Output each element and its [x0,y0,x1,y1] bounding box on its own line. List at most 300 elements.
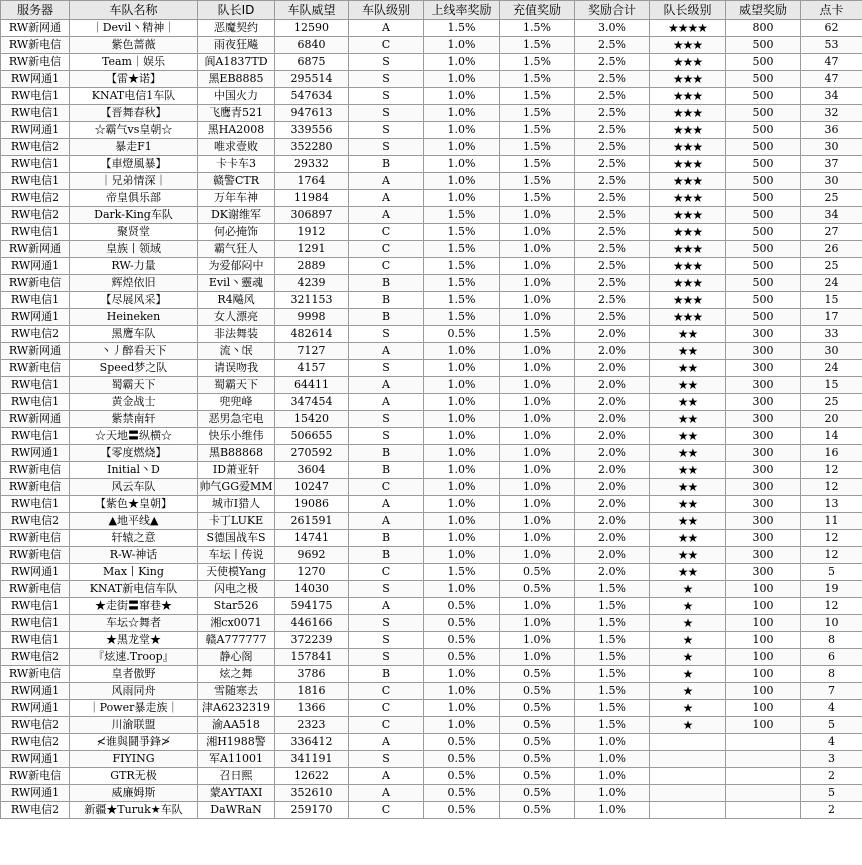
prestige-reward-cell[interactable] [726,734,801,751]
prestige-reward-cell[interactable]: 300 [726,530,801,547]
prestige-cell[interactable]: 506655 [275,428,349,445]
server-cell[interactable]: RW网通1 [1,751,70,768]
header-level[interactable]: 车队级别 [349,1,424,20]
team-level-cell[interactable]: S [349,122,424,139]
team-level-cell[interactable]: S [349,360,424,377]
table-row[interactable] [1,513,862,530]
likes-cell[interactable]: 12 [801,547,862,564]
total-reward-cell[interactable]: 2.0% [575,326,650,343]
prestige-cell[interactable]: 2889 [275,258,349,275]
table-row[interactable] [1,394,862,411]
team-name-cell[interactable]: 【尽展风采】 [70,292,198,309]
captain-id-cell[interactable]: 恶男急宅电 [198,411,275,428]
team-name-cell[interactable]: 皇族丨领域 [70,241,198,258]
online-reward-cell[interactable]: 1.0% [424,479,500,496]
team-name-cell[interactable]: RW-力量 [70,258,198,275]
prestige-reward-cell[interactable]: 300 [726,377,801,394]
charge-reward-cell[interactable]: 1.5% [500,173,575,190]
likes-cell[interactable]: 25 [801,190,862,207]
likes-cell[interactable]: 16 [801,445,862,462]
prestige-reward-cell[interactable]: 500 [726,241,801,258]
captain-id-cell[interactable]: 湘H1988警 [198,734,275,751]
server-cell[interactable]: RW网通1 [1,700,70,717]
team-name-cell[interactable]: 黑鹰车队 [70,326,198,343]
prestige-cell[interactable]: 347454 [275,394,349,411]
table-row[interactable] [1,666,862,683]
likes-cell[interactable]: 2 [801,768,862,785]
online-reward-cell[interactable]: 0.5% [424,649,500,666]
total-reward-cell[interactable]: 1.0% [575,785,650,802]
online-reward-cell[interactable]: 1.0% [424,462,500,479]
captain-level-stars[interactable]: ★★★ [650,71,726,88]
likes-cell[interactable]: 14 [801,428,862,445]
team-level-cell[interactable]: A [349,377,424,394]
captain-level-stars[interactable]: ★★ [650,513,726,530]
team-name-cell[interactable]: 帝皇俱乐部 [70,190,198,207]
team-level-cell[interactable]: B [349,445,424,462]
online-reward-cell[interactable]: 1.5% [424,564,500,581]
table-row[interactable] [1,20,862,37]
team-name-cell[interactable]: Dark-King车队 [70,207,198,224]
captain-id-cell[interactable]: 阆A1837TD [198,54,275,71]
prestige-reward-cell[interactable]: 300 [726,564,801,581]
team-level-cell[interactable]: C [349,683,424,700]
prestige-cell[interactable]: 1816 [275,683,349,700]
likes-cell[interactable]: 4 [801,700,862,717]
captain-level-stars[interactable]: ★ [650,666,726,683]
captain-id-cell[interactable]: Star526 [198,598,275,615]
captain-level-stars[interactable]: ★★ [650,377,726,394]
captain-level-stars[interactable]: ★★ [650,547,726,564]
server-cell[interactable]: RW新电信 [1,530,70,547]
total-reward-cell[interactable]: 2.5% [575,241,650,258]
team-level-cell[interactable]: C [349,717,424,734]
online-reward-cell[interactable]: 1.0% [424,71,500,88]
prestige-reward-cell[interactable]: 100 [726,649,801,666]
prestige-reward-cell[interactable]: 300 [726,462,801,479]
prestige-cell[interactable]: 594175 [275,598,349,615]
team-name-cell[interactable]: ｜Devil丶精神｜ [70,20,198,37]
header-team[interactable]: 车队名称 [70,1,198,20]
online-reward-cell[interactable]: 1.5% [424,309,500,326]
table-row[interactable] [1,258,862,275]
captain-id-cell[interactable]: 恶魔契约 [198,20,275,37]
charge-reward-cell[interactable]: 1.0% [500,479,575,496]
table-row[interactable] [1,717,862,734]
prestige-cell[interactable]: 10247 [275,479,349,496]
captain-id-cell[interactable]: DaWRaN [198,802,275,819]
likes-cell[interactable]: 24 [801,360,862,377]
table-row[interactable] [1,445,862,462]
online-reward-cell[interactable]: 1.5% [424,224,500,241]
online-reward-cell[interactable]: 1.0% [424,530,500,547]
table-row[interactable] [1,224,862,241]
prestige-cell[interactable]: 12622 [275,768,349,785]
total-reward-cell[interactable]: 2.0% [575,411,650,428]
likes-cell[interactable]: 36 [801,122,862,139]
likes-cell[interactable]: 34 [801,207,862,224]
server-cell[interactable]: RW电信1 [1,292,70,309]
prestige-reward-cell[interactable] [726,785,801,802]
server-cell[interactable]: RW新电信 [1,462,70,479]
online-reward-cell[interactable]: 1.0% [424,428,500,445]
prestige-cell[interactable]: 3604 [275,462,349,479]
team-level-cell[interactable]: B [349,309,424,326]
online-reward-cell[interactable]: 0.5% [424,598,500,615]
charge-reward-cell[interactable]: 0.5% [500,564,575,581]
captain-level-stars[interactable]: ★ [650,649,726,666]
table-row[interactable] [1,292,862,309]
prestige-cell[interactable]: 482614 [275,326,349,343]
table-row[interactable] [1,751,862,768]
team-level-cell[interactable]: C [349,479,424,496]
prestige-cell[interactable]: 446166 [275,615,349,632]
team-name-cell[interactable]: ｜兄弟情深｜ [70,173,198,190]
charge-reward-cell[interactable]: 1.0% [500,411,575,428]
charge-reward-cell[interactable]: 1.0% [500,632,575,649]
online-reward-cell[interactable]: 1.0% [424,156,500,173]
server-cell[interactable]: RW网通1 [1,258,70,275]
table-row[interactable] [1,156,862,173]
captain-id-cell[interactable]: 炫之舞 [198,666,275,683]
online-reward-cell[interactable]: 1.5% [424,292,500,309]
likes-cell[interactable]: 26 [801,241,862,258]
server-cell[interactable]: RW电信2 [1,139,70,156]
likes-cell[interactable]: 13 [801,496,862,513]
table-row[interactable] [1,139,862,156]
online-reward-cell[interactable]: 1.0% [424,88,500,105]
captain-level-stars[interactable]: ★★ [650,343,726,360]
table-row[interactable] [1,547,862,564]
table-row[interactable] [1,496,862,513]
team-level-cell[interactable]: C [349,224,424,241]
team-level-cell[interactable]: S [349,615,424,632]
prestige-cell[interactable]: 7127 [275,343,349,360]
team-name-cell[interactable]: 蜀霸天下 [70,377,198,394]
online-reward-cell[interactable]: 1.0% [424,411,500,428]
charge-reward-cell[interactable]: 1.5% [500,105,575,122]
table-row[interactable] [1,632,862,649]
total-reward-cell[interactable]: 2.0% [575,513,650,530]
server-cell[interactable]: RW新电信 [1,275,70,292]
team-level-cell[interactable]: S [349,139,424,156]
prestige-cell[interactable]: 15420 [275,411,349,428]
prestige-reward-cell[interactable] [726,751,801,768]
captain-level-stars[interactable] [650,802,726,819]
team-name-cell[interactable]: 轩辕之意 [70,530,198,547]
likes-cell[interactable]: 10 [801,615,862,632]
prestige-reward-cell[interactable]: 100 [726,615,801,632]
captain-id-cell[interactable]: Evil丶靈魂 [198,275,275,292]
captain-level-stars[interactable]: ★★★ [650,54,726,71]
prestige-cell[interactable]: 6840 [275,37,349,54]
team-level-cell[interactable]: A [349,207,424,224]
online-reward-cell[interactable]: 1.5% [424,258,500,275]
team-name-cell[interactable]: KNAT新电信车队 [70,581,198,598]
server-cell[interactable]: RW新网通 [1,20,70,37]
online-reward-cell[interactable]: 1.0% [424,666,500,683]
total-reward-cell[interactable]: 2.5% [575,122,650,139]
server-cell[interactable]: RW电信2 [1,734,70,751]
captain-id-cell[interactable]: 渝AA518 [198,717,275,734]
captain-id-cell[interactable]: 流丶氓 [198,343,275,360]
likes-cell[interactable]: 19 [801,581,862,598]
table-row[interactable] [1,377,862,394]
captain-level-stars[interactable] [650,768,726,785]
likes-cell[interactable]: 12 [801,479,862,496]
prestige-reward-cell[interactable]: 300 [726,513,801,530]
likes-cell[interactable]: 15 [801,292,862,309]
total-reward-cell[interactable]: 2.5% [575,71,650,88]
team-name-cell[interactable]: 风雨同舟 [70,683,198,700]
online-reward-cell[interactable]: 0.5% [424,326,500,343]
server-cell[interactable]: RW电信2 [1,802,70,819]
online-reward-cell[interactable]: 1.0% [424,581,500,598]
total-reward-cell[interactable]: 2.0% [575,462,650,479]
captain-id-cell[interactable]: 万年车神 [198,190,275,207]
captain-id-cell[interactable]: 帅气GG爱MM [198,479,275,496]
likes-cell[interactable]: 47 [801,71,862,88]
team-name-cell[interactable]: 黄金战士 [70,394,198,411]
captain-id-cell[interactable]: 女人漂亮 [198,309,275,326]
total-reward-cell[interactable]: 2.0% [575,343,650,360]
prestige-cell[interactable]: 4157 [275,360,349,377]
prestige-reward-cell[interactable]: 300 [726,411,801,428]
team-name-cell[interactable]: FIYING [70,751,198,768]
team-name-cell[interactable]: ｜Power暴走族｜ [70,700,198,717]
online-reward-cell[interactable]: 1.0% [424,547,500,564]
likes-cell[interactable]: 3 [801,751,862,768]
online-reward-cell[interactable]: 1.0% [424,717,500,734]
online-reward-cell[interactable]: 1.0% [424,513,500,530]
captain-id-cell[interactable]: 黑EB8885 [198,71,275,88]
online-reward-cell[interactable]: 0.5% [424,751,500,768]
server-cell[interactable]: RW电信2 [1,326,70,343]
header-total-reward[interactable]: 奖励合计 [575,1,650,20]
charge-reward-cell[interactable]: 1.0% [500,530,575,547]
prestige-cell[interactable]: 9998 [275,309,349,326]
online-reward-cell[interactable]: 0.5% [424,785,500,802]
prestige-cell[interactable]: 1764 [275,173,349,190]
team-name-cell[interactable]: ▲地平线▲ [70,513,198,530]
captain-level-stars[interactable]: ★★ [650,428,726,445]
captain-level-stars[interactable]: ★★ [650,564,726,581]
table-row[interactable] [1,768,862,785]
prestige-cell[interactable]: 261591 [275,513,349,530]
header-online-reward[interactable]: 上线率奖励 [424,1,500,20]
server-cell[interactable]: RW电信1 [1,156,70,173]
prestige-reward-cell[interactable]: 500 [726,105,801,122]
likes-cell[interactable]: 12 [801,462,862,479]
team-level-cell[interactable]: S [349,649,424,666]
charge-reward-cell[interactable]: 1.0% [500,258,575,275]
prestige-reward-cell[interactable]: 100 [726,700,801,717]
total-reward-cell[interactable]: 2.0% [575,377,650,394]
charge-reward-cell[interactable]: 1.0% [500,496,575,513]
team-name-cell[interactable]: 紫色蔷薇 [70,37,198,54]
team-name-cell[interactable]: 【紫色★皇朝】 [70,496,198,513]
charge-reward-cell[interactable]: 1.5% [500,88,575,105]
table-row[interactable] [1,479,862,496]
captain-id-cell[interactable]: 车坛丨传说 [198,547,275,564]
total-reward-cell[interactable]: 2.5% [575,88,650,105]
prestige-cell[interactable]: 306897 [275,207,349,224]
captain-id-cell[interactable]: 中国火力 [198,88,275,105]
prestige-reward-cell[interactable]: 100 [726,717,801,734]
server-cell[interactable]: RW电信2 [1,649,70,666]
total-reward-cell[interactable]: 2.5% [575,292,650,309]
team-level-cell[interactable]: S [349,632,424,649]
charge-reward-cell[interactable]: 1.0% [500,309,575,326]
prestige-cell[interactable]: 270592 [275,445,349,462]
team-level-cell[interactable]: A [349,734,424,751]
team-level-cell[interactable]: B [349,292,424,309]
captain-id-cell[interactable]: 蜀霸天下 [198,377,275,394]
team-level-cell[interactable]: S [349,428,424,445]
table-row[interactable] [1,428,862,445]
total-reward-cell[interactable]: 2.5% [575,37,650,54]
prestige-reward-cell[interactable]: 300 [726,547,801,564]
prestige-cell[interactable]: 341191 [275,751,349,768]
captain-level-stars[interactable]: ★★ [650,479,726,496]
online-reward-cell[interactable]: 1.0% [424,122,500,139]
total-reward-cell[interactable]: 2.0% [575,394,650,411]
likes-cell[interactable]: 24 [801,275,862,292]
prestige-reward-cell[interactable]: 300 [726,445,801,462]
charge-reward-cell[interactable]: 1.0% [500,377,575,394]
online-reward-cell[interactable]: 1.0% [424,190,500,207]
captain-level-stars[interactable]: ★★★ [650,275,726,292]
likes-cell[interactable]: 5 [801,785,862,802]
team-level-cell[interactable]: B [349,547,424,564]
likes-cell[interactable]: 30 [801,173,862,190]
table-row[interactable] [1,700,862,717]
table-row[interactable] [1,462,862,479]
table-row[interactable] [1,275,862,292]
charge-reward-cell[interactable]: 1.0% [500,513,575,530]
captain-id-cell[interactable]: 静心阁 [198,649,275,666]
team-level-cell[interactable]: A [349,785,424,802]
captain-id-cell[interactable]: 请误吻我 [198,360,275,377]
team-name-cell[interactable]: KNAT电信1车队 [70,88,198,105]
charge-reward-cell[interactable]: 0.5% [500,785,575,802]
prestige-reward-cell[interactable]: 300 [726,326,801,343]
online-reward-cell[interactable]: 0.5% [424,802,500,819]
likes-cell[interactable]: 30 [801,139,862,156]
server-cell[interactable]: RW新电信 [1,54,70,71]
team-name-cell[interactable]: ★走街〓窜巷★ [70,598,198,615]
captain-level-stars[interactable]: ★★★ [650,207,726,224]
captain-level-stars[interactable] [650,785,726,802]
captain-level-stars[interactable]: ★★★ [650,105,726,122]
team-name-cell[interactable]: 威廉姆斯 [70,785,198,802]
charge-reward-cell[interactable]: 1.5% [500,37,575,54]
total-reward-cell[interactable]: 2.5% [575,156,650,173]
online-reward-cell[interactable]: 0.5% [424,768,500,785]
likes-cell[interactable]: 12 [801,530,862,547]
prestige-cell[interactable]: 12590 [275,20,349,37]
charge-reward-cell[interactable]: 1.0% [500,224,575,241]
likes-cell[interactable]: 4 [801,734,862,751]
total-reward-cell[interactable]: 1.5% [575,598,650,615]
captain-level-stars[interactable]: ★★★ [650,37,726,54]
prestige-reward-cell[interactable]: 500 [726,190,801,207]
online-reward-cell[interactable]: 0.5% [424,734,500,751]
captain-level-stars[interactable]: ★ [650,683,726,700]
captain-id-cell[interactable]: 赣A777777 [198,632,275,649]
team-name-cell[interactable]: 聚贤堂 [70,224,198,241]
header-likes[interactable]: 点卡 [801,1,862,20]
likes-cell[interactable]: 47 [801,54,862,71]
team-name-cell[interactable]: 『炫速.Troop』 [70,649,198,666]
team-level-cell[interactable]: B [349,530,424,547]
online-reward-cell[interactable]: 1.0% [424,360,500,377]
total-reward-cell[interactable]: 1.0% [575,802,650,819]
online-reward-cell[interactable]: 1.0% [424,343,500,360]
online-reward-cell[interactable]: 1.0% [424,683,500,700]
team-name-cell[interactable]: GTR无极 [70,768,198,785]
captain-level-stars[interactable] [650,751,726,768]
prestige-cell[interactable]: 14741 [275,530,349,547]
charge-reward-cell[interactable]: 1.0% [500,445,575,462]
team-level-cell[interactable]: S [349,581,424,598]
team-level-cell[interactable]: A [349,190,424,207]
table-row[interactable] [1,649,862,666]
prestige-cell[interactable]: 6875 [275,54,349,71]
charge-reward-cell[interactable]: 0.5% [500,734,575,751]
table-row[interactable] [1,309,862,326]
prestige-cell[interactable]: 372239 [275,632,349,649]
prestige-cell[interactable]: 295514 [275,71,349,88]
server-cell[interactable]: RW新网通 [1,343,70,360]
server-cell[interactable]: RW新电信 [1,547,70,564]
server-cell[interactable]: RW电信1 [1,632,70,649]
captain-level-stars[interactable]: ★★★ [650,156,726,173]
prestige-cell[interactable]: 11984 [275,190,349,207]
captain-id-cell[interactable]: 唯求壹败 [198,139,275,156]
prestige-reward-cell[interactable]: 300 [726,496,801,513]
captain-level-stars[interactable]: ★★★ [650,190,726,207]
team-name-cell[interactable]: 【車燈風暴】 [70,156,198,173]
total-reward-cell[interactable]: 1.5% [575,632,650,649]
online-reward-cell[interactable]: 1.0% [424,496,500,513]
prestige-reward-cell[interactable]: 500 [726,258,801,275]
team-name-cell[interactable]: 【零度燃烧】 [70,445,198,462]
table-row[interactable] [1,564,862,581]
likes-cell[interactable]: 7 [801,683,862,700]
captain-id-cell[interactable]: 军A11001 [198,751,275,768]
captain-level-stars[interactable]: ★ [650,598,726,615]
total-reward-cell[interactable]: 2.5% [575,224,650,241]
team-name-cell[interactable]: 辉煌依旧 [70,275,198,292]
total-reward-cell[interactable]: 1.5% [575,700,650,717]
total-reward-cell[interactable]: 2.0% [575,547,650,564]
charge-reward-cell[interactable]: 1.0% [500,343,575,360]
server-cell[interactable]: RW电信2 [1,190,70,207]
captain-level-stars[interactable] [650,734,726,751]
table-row[interactable] [1,122,862,139]
prestige-reward-cell[interactable]: 100 [726,666,801,683]
prestige-reward-cell[interactable]: 500 [726,54,801,71]
likes-cell[interactable]: 8 [801,666,862,683]
prestige-cell[interactable]: 29332 [275,156,349,173]
server-cell[interactable]: RW新网通 [1,411,70,428]
team-level-cell[interactable]: B [349,275,424,292]
online-reward-cell[interactable]: 1.0% [424,445,500,462]
prestige-cell[interactable]: 3786 [275,666,349,683]
team-level-cell[interactable]: A [349,768,424,785]
prestige-reward-cell[interactable]: 500 [726,122,801,139]
